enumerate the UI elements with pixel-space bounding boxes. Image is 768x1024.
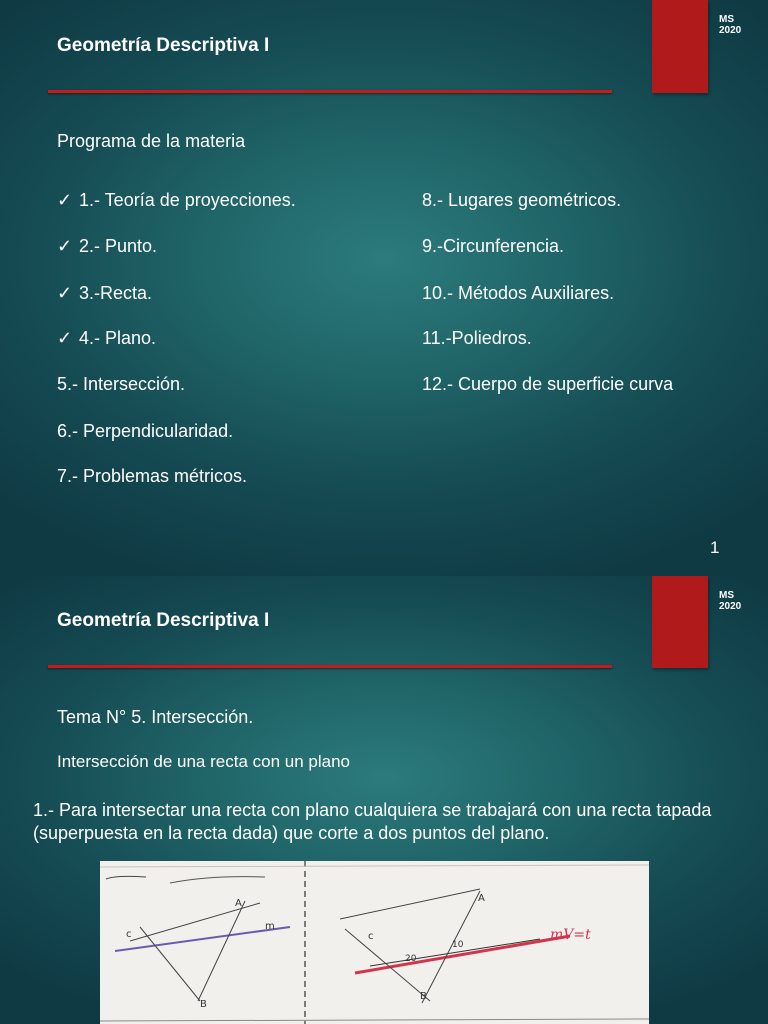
drawing-photo [100,861,649,1024]
check-icon: ✓ [57,236,73,256]
slide-title: Geometría Descriptiva I [57,610,270,631]
slide-subtitle: Programa de la materia [57,131,246,151]
list-item: ✓ 2.- Punto. [57,236,158,256]
svg-text:A: A [478,893,485,904]
list-item: 9.-Circunferencia. [422,236,565,256]
section-heading: Intersección de una recta con un plano [57,752,350,771]
svg-text:m: m [265,921,275,932]
list-item: ✓ 4.- Plano. [57,328,157,348]
hand-drawing-image [100,861,649,1024]
svg-text:mV=t: mV=t [550,927,591,943]
title-underline [48,90,612,93]
list-item: ✓ 1.- Teoría de proyecciones. [57,190,296,210]
list-item: 10.- Métodos Auxiliares. [422,283,615,303]
svg-text:10: 10 [452,940,464,950]
red-accent-box [652,0,708,93]
page-number: 1 [710,538,720,557]
list-item: 5.- Intersección. [57,374,186,394]
check-icon: ✓ [57,283,73,303]
svg-text:A: A [235,898,242,909]
svg-text:c: c [368,931,374,942]
svg-text:B: B [200,999,207,1010]
list-item: 6.- Perpendicularidad. [57,421,234,441]
list-item: 7.- Problemas métricos. [57,466,248,486]
list-item: 12.- Cuerpo de superficie curva [422,374,674,394]
list-item: 8.- Lugares geométricos. [422,190,622,210]
body-paragraph: 1.- Para intersectar una recta con plano cualquiera se trabajará con una recta tapada (superpuesta en la recta dada) que corte a dos puntos del plano. [33,800,712,843]
author-badge: MS 2020 [719,590,742,612]
check-icon: ✓ [57,328,73,348]
check-icon: ✓ [57,190,73,210]
red-accent-box [652,576,708,668]
author-badge: MS 2020 [719,14,742,36]
slide-subtitle: Tema N° 5. Intersección. [57,707,254,727]
svg-text:c: c [126,929,132,940]
svg-text:20: 20 [405,954,417,964]
title-underline [48,665,612,668]
list-item: 11.-Poliedros. [422,328,532,348]
svg-text:B: B [420,991,427,1002]
slide-2 [0,576,768,1024]
slide-title: Geometría Descriptiva I [57,35,270,56]
list-item: ✓ 3.-Recta. [57,283,153,303]
